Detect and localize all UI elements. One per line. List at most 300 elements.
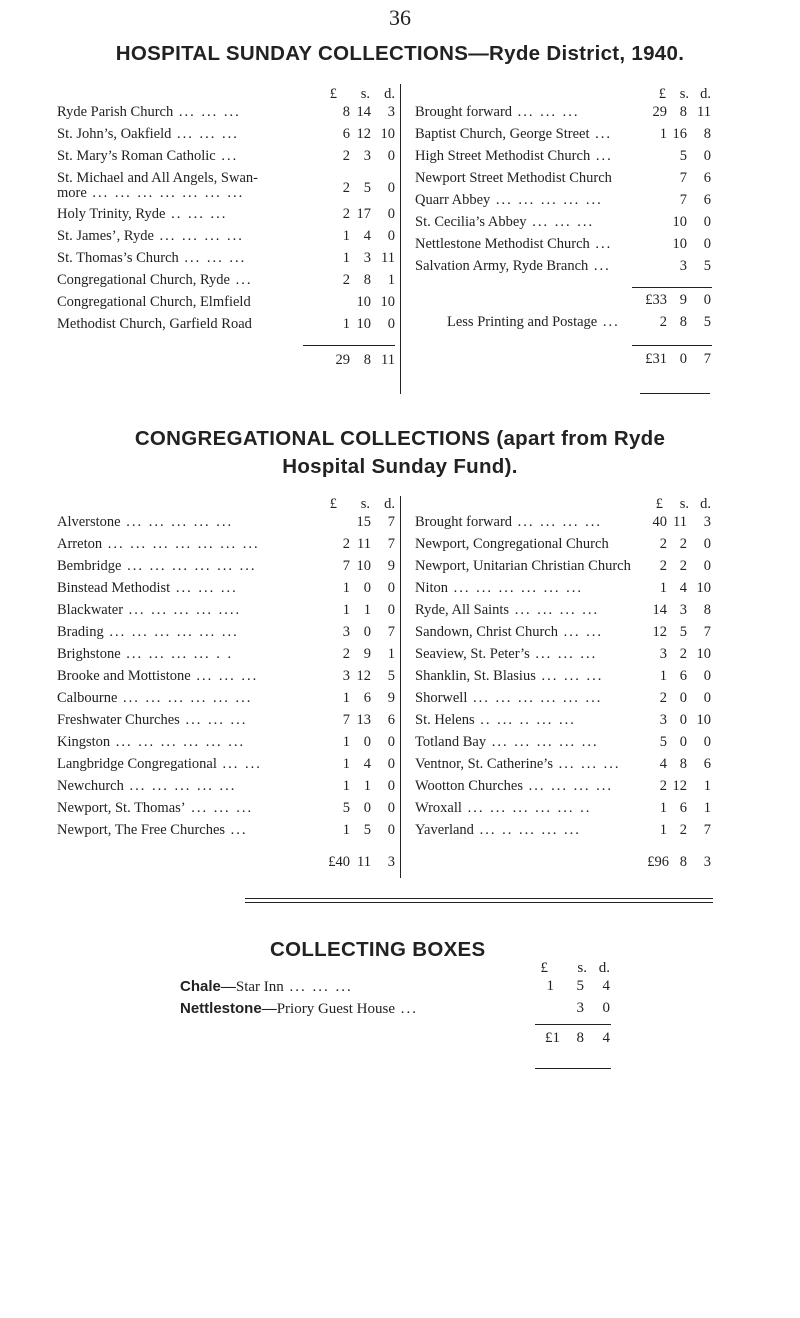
row-shillings: 0: [363, 624, 371, 640]
row-pence: 10: [696, 580, 711, 596]
subtotal-shillings: 9: [679, 292, 687, 308]
ledger-row: [57, 602, 395, 624]
row-label: Congregational Church, Ryde: [57, 272, 230, 288]
leader-dots: ... ... ...: [535, 668, 604, 684]
collecting-boxes: [180, 960, 610, 1022]
ledger-row: [57, 228, 395, 250]
congregational-right-column: [415, 496, 711, 844]
less-shillings: 8: [679, 314, 687, 330]
row-shillings: 3: [679, 258, 687, 274]
row-pounds: 40: [652, 514, 667, 530]
leader-dots: .. ... .. ... ...: [474, 712, 576, 728]
row-pence: 0: [703, 558, 711, 574]
ledger-row: [57, 690, 395, 712]
row-pounds: 2: [659, 778, 667, 794]
leader-dots: ... ... ...: [178, 250, 247, 266]
ledger-row: [415, 646, 711, 668]
leader-dots: .. ... ...: [165, 206, 228, 222]
ledger-row: [180, 978, 610, 1000]
row-label: St. Mary’s Roman Catholic: [57, 148, 216, 164]
row-shillings: 4: [679, 580, 687, 596]
row-pence: 6: [703, 192, 711, 208]
row-label: Wroxall: [415, 800, 462, 816]
ledger-row: [57, 272, 395, 294]
ledger-row: [415, 580, 711, 602]
ledger-row: [57, 712, 395, 734]
leader-dots: ... ... ... ...: [522, 778, 613, 794]
row-label: Brought forward: [415, 104, 513, 120]
pence-header: d.: [384, 86, 395, 102]
ledger-row: [415, 778, 711, 800]
shillings-header: s.: [679, 86, 689, 102]
row-pence: 4: [602, 978, 610, 994]
leader-dots: ... ... ... ...: [153, 228, 244, 244]
ledger-row: [57, 126, 395, 148]
row-shillings: 9: [363, 646, 371, 662]
row-pounds: 1: [342, 690, 350, 706]
total-underline: [640, 393, 710, 394]
column-divider: [400, 496, 401, 878]
shillings-header: s.: [679, 496, 689, 512]
ledger-row: [57, 734, 395, 756]
row-pounds: 2: [342, 206, 350, 222]
row-pounds: 2: [342, 272, 350, 288]
section-double-rule: [245, 898, 713, 899]
leader-dots: ... ... ...: [173, 104, 241, 120]
row-shillings: 6: [679, 800, 687, 816]
row-pounds: 1: [546, 978, 554, 994]
congregational-left-total: [57, 854, 395, 876]
row-pence: 0: [703, 668, 711, 684]
row-pence: 5: [387, 668, 395, 684]
ledger-row: [57, 558, 395, 580]
row-shillings: 8: [363, 272, 371, 288]
row-shillings: 12: [356, 126, 371, 142]
row-pence: 7: [703, 822, 711, 838]
total-pounds: £96: [647, 854, 669, 870]
row-pounds: 1: [659, 800, 667, 816]
pounds-header: £: [329, 86, 337, 102]
leader-dots: ... ... ...: [185, 800, 254, 816]
currency-header: [415, 496, 711, 514]
row-pence: 1: [703, 800, 711, 816]
subtotal-pounds: £33: [645, 292, 667, 308]
leader-dots: ... ... ...: [190, 668, 259, 684]
total-pence: 4: [602, 1030, 610, 1046]
ledger-row: [415, 170, 711, 192]
row-pounds: 1: [342, 228, 350, 244]
row-shillings: 0: [679, 690, 687, 706]
ledger-row: [57, 580, 395, 602]
row-pounds: 2: [659, 690, 667, 706]
row-label: St. Thomas’s Church: [57, 250, 179, 266]
ledger-row: [415, 690, 711, 712]
row-shillings: 10: [672, 214, 687, 230]
pence-header: d.: [700, 496, 711, 512]
leader-dots: ... ...: [216, 756, 262, 772]
row-shillings: 6: [679, 668, 687, 684]
row-pence: 7: [387, 514, 395, 530]
ledger-row: [57, 148, 395, 170]
row-pounds: 1: [659, 668, 667, 684]
row-label: Newport, Unitarian Christian Church: [415, 558, 631, 574]
ledger-row: [57, 778, 395, 800]
row-label: Langbridge Congregational: [57, 756, 217, 772]
ledger-row: [57, 250, 395, 272]
row-pence: 1: [387, 272, 395, 288]
less-pence: 5: [703, 314, 711, 330]
row-pounds: 5: [342, 800, 350, 816]
row-label: Methodist Church, Garfield Road: [57, 316, 252, 332]
leader-dots: ...: [588, 258, 611, 274]
row-shillings: 5: [363, 180, 371, 196]
row-place: Nettlestone: [180, 1000, 262, 1017]
ledger-row: [415, 756, 711, 778]
row-shillings: 0: [363, 800, 371, 816]
row-shillings: 8: [679, 756, 687, 772]
row-pounds: 1: [659, 126, 667, 142]
total-pounds: £1: [545, 1030, 560, 1046]
row-pounds: 2: [659, 536, 667, 552]
row-label: Star Inn: [235, 979, 284, 995]
ledger-row: [415, 734, 711, 756]
ledger-row: [57, 514, 395, 536]
leader-dots: ... ... ...: [526, 214, 595, 230]
leader-dots: ... ... ... ... ... ... ...: [86, 185, 245, 201]
row-pounds: 3: [342, 668, 350, 684]
row-shillings: 16: [672, 126, 687, 142]
row-label: Newchurch: [57, 778, 124, 794]
row-pounds: 2: [342, 646, 350, 662]
leader-dots: ... ... ... ... ...: [486, 734, 599, 750]
ledger-row: [180, 1000, 610, 1022]
ledger-row: [415, 536, 711, 558]
row-pence: 6: [703, 170, 711, 186]
row-shillings: 4: [363, 228, 371, 244]
row-pence: 0: [387, 228, 395, 244]
currency-header: [57, 496, 395, 514]
leader-dots: ... ...: [557, 624, 603, 640]
pounds-header: £: [540, 960, 548, 976]
row-pence: 0: [602, 1000, 610, 1016]
leader-dots: ...: [225, 822, 248, 838]
leader-dots: ... ... ... ... ...: [490, 192, 603, 208]
leader-dots: ... ... ... ... ... ... ...: [102, 536, 260, 552]
row-separator: —: [220, 979, 236, 995]
congregational-title: CONGREGATIONAL COLLECTIONS (apart from Ryde: [134, 427, 666, 450]
total-shillings: 8: [576, 1030, 584, 1046]
ledger-row: [57, 294, 395, 316]
row-shillings: 3: [363, 250, 371, 266]
row-pounds: 3: [342, 624, 350, 640]
sunday-left-list: [57, 104, 395, 338]
row-shillings: 5: [576, 978, 584, 994]
subtotal-rule: [632, 287, 712, 288]
row-shillings: 1: [363, 602, 371, 618]
row-pence: 10: [696, 646, 711, 662]
row-label: Alverstone: [57, 514, 121, 530]
leader-dots: ... ... ... ... ... ...: [103, 624, 239, 640]
column-divider: [400, 84, 401, 394]
row-pence: 1: [387, 646, 395, 662]
row-shillings: 12: [356, 668, 371, 684]
row-pounds: 3: [659, 646, 667, 662]
row-label: Brighstone: [57, 646, 121, 662]
ledger-row: [415, 236, 711, 258]
row-shillings: 15: [356, 514, 371, 530]
row-shillings: 5: [679, 148, 687, 164]
less-label: Less Printing and Postage: [447, 314, 598, 330]
row-label: Blackwater: [57, 602, 124, 618]
leader-dots: ... ... ... ... ... ...: [121, 558, 257, 574]
ledger-row: [415, 514, 711, 536]
row-label: Niton: [415, 580, 449, 596]
row-shillings: 5: [363, 822, 371, 838]
congregational-left-column: [57, 496, 395, 844]
row-shillings: 3: [363, 148, 371, 164]
less-printing-row: [415, 314, 711, 336]
row-label: Newport, The Free Churches: [57, 822, 226, 838]
total-pence: 3: [703, 854, 711, 870]
congregational-subtitle: Hospital Sunday Fund).: [282, 455, 518, 478]
row-label: St. Cecilia’s Abbey: [415, 214, 527, 230]
row-pence: 0: [387, 602, 395, 618]
total-pounds: £31: [645, 351, 667, 367]
row-shillings: 10: [356, 316, 371, 332]
row-label: Calbourne: [57, 690, 118, 706]
leader-dots: ... ... ... ... ...: [123, 778, 237, 794]
sunday-right-subtotal: [415, 292, 711, 336]
leader-dots: ... ... ... ... ... ...: [117, 690, 253, 706]
leader-dots: ... .. ... ... ...: [473, 822, 581, 838]
row-pence: 0: [387, 148, 395, 164]
row-label: Kingston: [57, 734, 111, 750]
ledger-row: [57, 646, 395, 668]
ledger-row: [57, 822, 395, 844]
row-shillings: 11: [357, 536, 371, 552]
row-pounds: 1: [342, 822, 350, 838]
ledger-row: [57, 536, 395, 558]
row-label: Nettlestone Methodist Church: [415, 236, 590, 252]
ledger-row: [57, 668, 395, 690]
boxes-total: [180, 1030, 610, 1052]
ledger-row: [57, 316, 395, 338]
row-label: St. John’s, Oakfield: [57, 126, 172, 142]
sunday-left-total: [57, 352, 395, 374]
boxes-total-rule: [535, 1024, 611, 1025]
row-pence: 0: [703, 214, 711, 230]
row-pence: 7: [387, 624, 395, 640]
row-label: Baptist Church, George Street: [415, 126, 590, 142]
pence-header: d.: [598, 960, 610, 976]
row-shillings: 2: [679, 558, 687, 574]
pence-header: d.: [700, 86, 711, 102]
row-pence: 8: [703, 126, 711, 142]
row-pounds: 12: [652, 624, 667, 640]
row-shillings: 2: [679, 536, 687, 552]
row-pence: 7: [387, 536, 395, 552]
row-pence: 0: [387, 316, 395, 332]
leader-dots: ... ... ... ... . .: [120, 646, 234, 662]
currency-header: [180, 960, 610, 978]
row-pence: 0: [387, 800, 395, 816]
row-label: Holy Trinity, Ryde: [57, 206, 166, 222]
row-pounds: 5: [659, 734, 667, 750]
section-double-rule: [245, 902, 713, 903]
less-pounds: 2: [659, 314, 667, 330]
leader-dots: ...: [215, 148, 239, 164]
row-label: High Street Methodist Church: [415, 148, 591, 164]
leader-dots: ...: [395, 1001, 419, 1017]
leader-dots: ...: [590, 148, 613, 164]
row-shillings: 3: [576, 1000, 584, 1016]
row-pence: 9: [387, 690, 395, 706]
row-pence: 0: [703, 148, 711, 164]
row-pounds: 1: [342, 316, 350, 332]
row-pence: 3: [703, 514, 711, 530]
ledger-row: [415, 148, 711, 170]
leader-dots: ...: [229, 272, 253, 288]
ledger-row: [57, 170, 395, 206]
row-shillings: 0: [679, 734, 687, 750]
row-pence: 0: [703, 734, 711, 750]
row-label: Ryde Parish Church: [57, 104, 174, 120]
ledger-row: [415, 800, 711, 822]
row-pence: 6: [703, 756, 711, 772]
row-pence: 0: [703, 536, 711, 552]
row-label: St. Michael and All Angels, Swan-: [57, 170, 258, 186]
ledger-row: [415, 258, 711, 280]
row-shillings: 10: [356, 294, 371, 310]
row-pence: 10: [380, 294, 395, 310]
leader-dots: ...: [597, 314, 620, 330]
sunday-right-total: [415, 351, 711, 373]
row-pounds: 2: [659, 558, 667, 574]
page-number: 36: [389, 5, 411, 30]
row-pence: 0: [703, 236, 711, 252]
row-pence: 10: [380, 126, 395, 142]
leader-dots: ... ... ...: [171, 126, 239, 142]
row-label: Priory Guest House: [276, 1001, 396, 1017]
row-shillings: 13: [356, 712, 371, 728]
row-label: Totland Bay: [415, 734, 487, 750]
row-label: Binstead Methodist: [57, 580, 171, 596]
total-shillings: 8: [679, 854, 687, 870]
row-shillings: 11: [673, 514, 687, 530]
leader-dots: ...: [589, 236, 613, 252]
row-pence: 7: [703, 624, 711, 640]
total-pounds: 29: [335, 352, 350, 368]
row-label: Bembridge: [57, 558, 122, 574]
row-pence: 8: [703, 602, 711, 618]
row-shillings: 2: [679, 822, 687, 838]
row-shillings: 8: [679, 104, 687, 120]
leader-dots: ... ... ... ... ...: [120, 514, 234, 530]
row-pounds: 1: [342, 602, 350, 618]
sunday-left-column: [57, 86, 395, 338]
row-pence: 0: [387, 756, 395, 772]
row-pounds: 1: [342, 734, 350, 750]
ledger-row: [415, 126, 711, 148]
row-shillings: 0: [363, 580, 371, 596]
congregational-left-list: [57, 514, 395, 844]
ledger-row: [57, 800, 395, 822]
ledger-row: [57, 756, 395, 778]
row-shillings: 10: [672, 236, 687, 252]
row-pounds: 2: [342, 180, 350, 196]
subtotal-pence: 0: [703, 292, 711, 308]
ledger-row: [415, 712, 711, 734]
row-pounds: 2: [342, 536, 350, 552]
row-pounds: 7: [342, 558, 350, 574]
row-label: Shorwell: [415, 690, 468, 706]
row-shillings: 5: [679, 624, 687, 640]
row-label: Newport, Congregational Church: [415, 536, 609, 552]
leader-dots: ... ... ...: [552, 756, 621, 772]
collecting-boxes-title: COLLECTING BOXES: [270, 938, 486, 961]
row-shillings: 2: [679, 646, 687, 662]
row-label: Quarr Abbey: [415, 192, 491, 208]
row-pence: 0: [387, 822, 395, 838]
row-pence: 5: [703, 258, 711, 274]
row-label: Wootton Churches: [415, 778, 523, 794]
total-rule: [632, 345, 712, 346]
sunday-right-list: [415, 104, 711, 280]
row-pounds: 1: [342, 756, 350, 772]
row-pence: 10: [696, 712, 711, 728]
row-shillings: 10: [356, 558, 371, 574]
leader-dots: ... ... ...: [283, 979, 353, 995]
row-label: Brought forward: [415, 514, 513, 530]
row-label: Newport, St. Thomas’: [57, 800, 186, 816]
total-shillings: 11: [357, 854, 371, 870]
pounds-header: £: [658, 86, 666, 102]
row-shillings: 6: [363, 690, 371, 706]
row-shillings: 12: [672, 778, 687, 794]
shillings-header: s.: [360, 86, 370, 102]
row-pounds: 29: [652, 104, 667, 120]
row-label: Ryde, All Saints: [415, 602, 510, 618]
row-pounds: 1: [342, 250, 350, 266]
row-pounds: 4: [659, 756, 667, 772]
row-label: Shanklin, St. Blasius: [415, 668, 536, 684]
row-label: St. James’, Ryde: [57, 228, 154, 244]
row-pounds: 2: [342, 148, 350, 164]
row-pence: 9: [387, 558, 395, 574]
boxes-total-underline: [535, 1068, 611, 1069]
total-pence: 7: [703, 351, 711, 367]
row-label: Newport Street Methodist Church: [415, 170, 612, 186]
row-pence: 11: [697, 104, 711, 120]
row-label: Salvation Army, Ryde Branch: [415, 258, 589, 274]
row-shillings: 0: [363, 734, 371, 750]
row-label-continued: more: [57, 185, 87, 201]
total-shillings: 8: [363, 352, 371, 368]
row-shillings: 7: [679, 170, 687, 186]
page-title: HOSPITAL SUNDAY COLLECTIONS—Ryde District, 1940.: [115, 42, 685, 65]
row-label: Brooke and Mottistone: [57, 668, 191, 684]
currency-header: [57, 86, 395, 104]
sunday-left-total-rule: [303, 345, 395, 346]
leader-dots: ... ... ... ...: [509, 602, 600, 618]
row-pounds: 3: [659, 712, 667, 728]
leader-dots: ... ... ...: [170, 580, 238, 596]
row-label: Congregational Church, Elmfield: [57, 294, 251, 310]
ledger-row: [415, 822, 711, 844]
ledger-row: [57, 624, 395, 646]
row-pounds: 14: [652, 602, 667, 618]
leader-dots: ... ... ... ... ... ...: [467, 690, 603, 706]
